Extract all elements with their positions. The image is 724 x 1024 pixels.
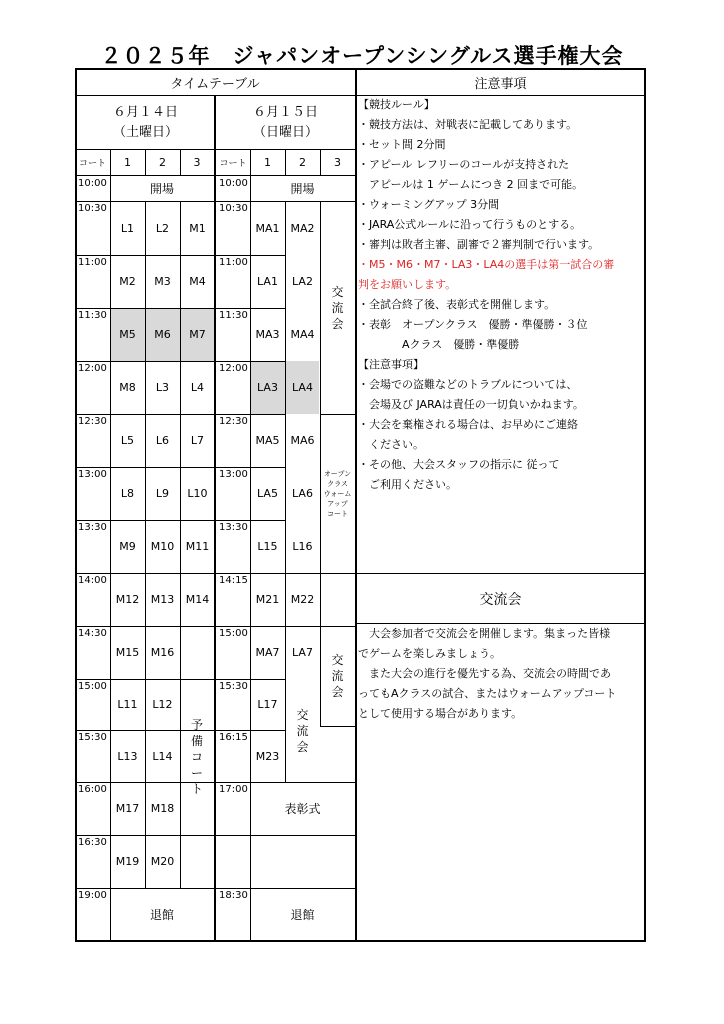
match-cell: LA6 xyxy=(292,487,313,500)
match-cell: MA3 xyxy=(255,328,280,341)
day1-time-label: 12:30 xyxy=(78,416,107,427)
match-cell: LA5 xyxy=(257,487,278,500)
match-cell: L5 xyxy=(120,434,135,447)
match-cell: LA3 xyxy=(257,381,278,394)
match-cell: LA7 xyxy=(292,646,313,659)
match-cell: M6 xyxy=(154,328,171,341)
day2-time-label: 11:30 xyxy=(219,310,248,321)
day2-time-label: 10:00 xyxy=(219,178,248,189)
day1-weekday: （土曜日） xyxy=(112,124,178,140)
match-cell: L12 xyxy=(152,698,173,711)
day2-open: 開場 xyxy=(290,182,315,196)
day1-court-1: 1 xyxy=(124,156,131,169)
day1-open: 開場 xyxy=(149,182,174,196)
match-cell: M15 xyxy=(115,646,140,659)
notes-header: 注意事項 xyxy=(474,77,527,92)
match-cell: M13 xyxy=(150,593,175,606)
day1-time-label: 16:00 xyxy=(78,784,107,795)
day1-court-label: コート xyxy=(78,159,106,169)
match-cell: LA2 xyxy=(292,275,313,288)
match-cell: M21 xyxy=(255,593,280,606)
day1-date: ６月１４日 xyxy=(112,104,178,120)
day2-time-label: 11:00 xyxy=(219,257,248,268)
day2-time-label: 16:15 xyxy=(219,732,248,743)
match-cell: M19 xyxy=(115,855,140,868)
day1-time-label: 11:00 xyxy=(78,257,107,268)
day2-time-label: 17:00 xyxy=(219,784,248,795)
match-cell: L3 xyxy=(155,381,170,394)
day2-date: ６月１５日 xyxy=(252,104,318,120)
match-cell: L13 xyxy=(117,749,138,763)
match-cell: L10 xyxy=(187,487,208,500)
day2-time-label: 15:30 xyxy=(219,681,248,692)
match-cell: M14 xyxy=(185,593,210,606)
match-cell: L2 xyxy=(155,221,170,235)
match-cell: L7 xyxy=(190,434,205,447)
match-cell: M23 xyxy=(255,749,280,763)
match-cell: L15 xyxy=(257,540,278,553)
match-cell: M8 xyxy=(119,381,136,394)
day2-time-label: 12:00 xyxy=(219,363,248,374)
match-cell: M20 xyxy=(150,855,175,868)
match-cell: L1 xyxy=(120,221,135,235)
match-cell: LA4 xyxy=(292,381,313,394)
day1-time-label: 14:30 xyxy=(78,628,107,639)
day2-time-label: 18:30 xyxy=(219,890,248,901)
match-cell: M17 xyxy=(115,802,140,815)
day2-time-label: 10:30 xyxy=(219,203,248,214)
match-cell: MA2 xyxy=(290,221,315,235)
day1-time-label: 12:00 xyxy=(78,363,107,374)
day2-time-label xyxy=(216,835,250,837)
day1-time-label: 19:00 xyxy=(78,890,107,901)
koryukai-text: 大会参加者で交流会を開催します。集まった皆様 でゲームを楽しみましょう。 また大会の進行を優先する為、交流会の時間であ ってもAクラスの試合、またはウォームアップコート として使用する場合があります。 xyxy=(358,627,617,720)
day2-time-label: 13:00 xyxy=(219,469,248,480)
day2-time-label: 15:00 xyxy=(219,628,248,639)
day1-time-label: 16:30 xyxy=(78,837,107,848)
koryukai-label-3: 交 流 会 xyxy=(296,707,309,754)
day1-time-label: 11:30 xyxy=(78,310,107,321)
match-cell: MA5 xyxy=(255,434,280,447)
koryukai-label-2: 交 流 会 xyxy=(331,653,344,699)
match-cell: MA7 xyxy=(255,646,280,659)
yobi-court-label: 予 備 コ ー ト xyxy=(190,718,203,796)
row-line xyxy=(320,726,355,727)
open-class-warmup-note: オープン クラス ウォーム アップ コート xyxy=(323,470,352,518)
match-cell: M9 xyxy=(119,540,136,553)
day2-weekday: （日曜日） xyxy=(252,124,318,140)
koryukai-label-1: 交 流 会 xyxy=(331,285,344,331)
match-cell: L17 xyxy=(257,698,278,711)
koryukai-header: 交流会 xyxy=(479,591,522,608)
day1-court-3: 3 xyxy=(193,156,201,169)
day2-court-1: 1 xyxy=(264,156,271,169)
match-cell: M7 xyxy=(189,328,206,341)
day1-time-label: 13:00 xyxy=(78,469,107,480)
day2-time-label: 13:30 xyxy=(219,522,248,533)
day1-time-label: 10:30 xyxy=(78,203,107,214)
day1-time-label: 14:00 xyxy=(78,575,107,586)
day2-close: 退館 xyxy=(290,908,315,922)
match-cell: M3 xyxy=(154,275,171,288)
match-cell: M18 xyxy=(150,802,175,815)
match-cell: LA1 xyxy=(257,275,278,288)
match-cell: M22 xyxy=(290,593,315,606)
match-cell: M16 xyxy=(150,646,175,659)
match-cell: L16 xyxy=(292,540,313,553)
match-cell: M2 xyxy=(119,275,136,288)
match-cell: L9 xyxy=(155,487,170,500)
match-cell: M11 xyxy=(185,540,210,553)
day1-close: 退館 xyxy=(149,908,174,922)
day1-time-label: 10:00 xyxy=(78,178,107,189)
day1-time-label: 15:30 xyxy=(78,732,107,743)
day1-court-2: 2 xyxy=(159,156,166,169)
match-cell: M1 xyxy=(189,221,206,235)
match-cell: L6 xyxy=(155,434,170,447)
match-cell: M4 xyxy=(189,275,206,288)
match-cell: L8 xyxy=(120,487,135,500)
match-cell: L14 xyxy=(152,749,173,763)
day1-time-label: 15:00 xyxy=(78,681,107,692)
match-cell: M5 xyxy=(119,328,136,341)
day2-time-label: 12:30 xyxy=(219,416,248,427)
day2-time-label: 14:15 xyxy=(219,575,248,586)
day2-court-3: 3 xyxy=(334,156,341,169)
day2-court-label: コート xyxy=(219,159,247,169)
match-cell: M10 xyxy=(150,540,175,553)
match-cell: MA4 xyxy=(290,328,315,341)
day1-time-label: 13:30 xyxy=(78,522,107,533)
rules-section: 【競技ルール】 ・競技方法は、対戦表に記載してあります。 ・セット間 2分間 ・アピール レフリーのコールが支持された アピールは 1 ゲームにつき 2 回まで可能。 ・ウォーミングアップ 3分間 ・JARA公式ルールに沿って行うものとする。 ・審判は敗者主審、副審で２審判制で行います。 ・M5・M6・M7・LA3・LA4の選手は第一試合の審 判をお願いします。 ・全試合終了後、表彰式を開催します。 ・表彰 オープンクラス 優勝・準優勝・３位 Aクラス 優勝・準優勝 【注意事項】 ・会場での盗難などのトラブルについては、 会場及び JARAは責任の一切負いかねます。 ・大会を棄権される場合は、お早めにご連絡 ください。 ・その他、大会スタッフの指示に 従って ご利用ください。 xyxy=(358,98,615,491)
page-title: ２０２５年 ジャパンオープンシングルス選手権大会 xyxy=(100,44,624,68)
match-cell: M12 xyxy=(115,593,140,606)
match-cell: MA6 xyxy=(290,434,315,447)
match-cell: MA1 xyxy=(255,221,280,235)
match-cell: L4 xyxy=(190,381,205,394)
match-cell: L11 xyxy=(117,698,138,711)
day2-court-2: 2 xyxy=(299,156,306,169)
timetable-header: タイムテーブル xyxy=(170,77,260,92)
award-ceremony: 表彰式 xyxy=(284,802,321,816)
